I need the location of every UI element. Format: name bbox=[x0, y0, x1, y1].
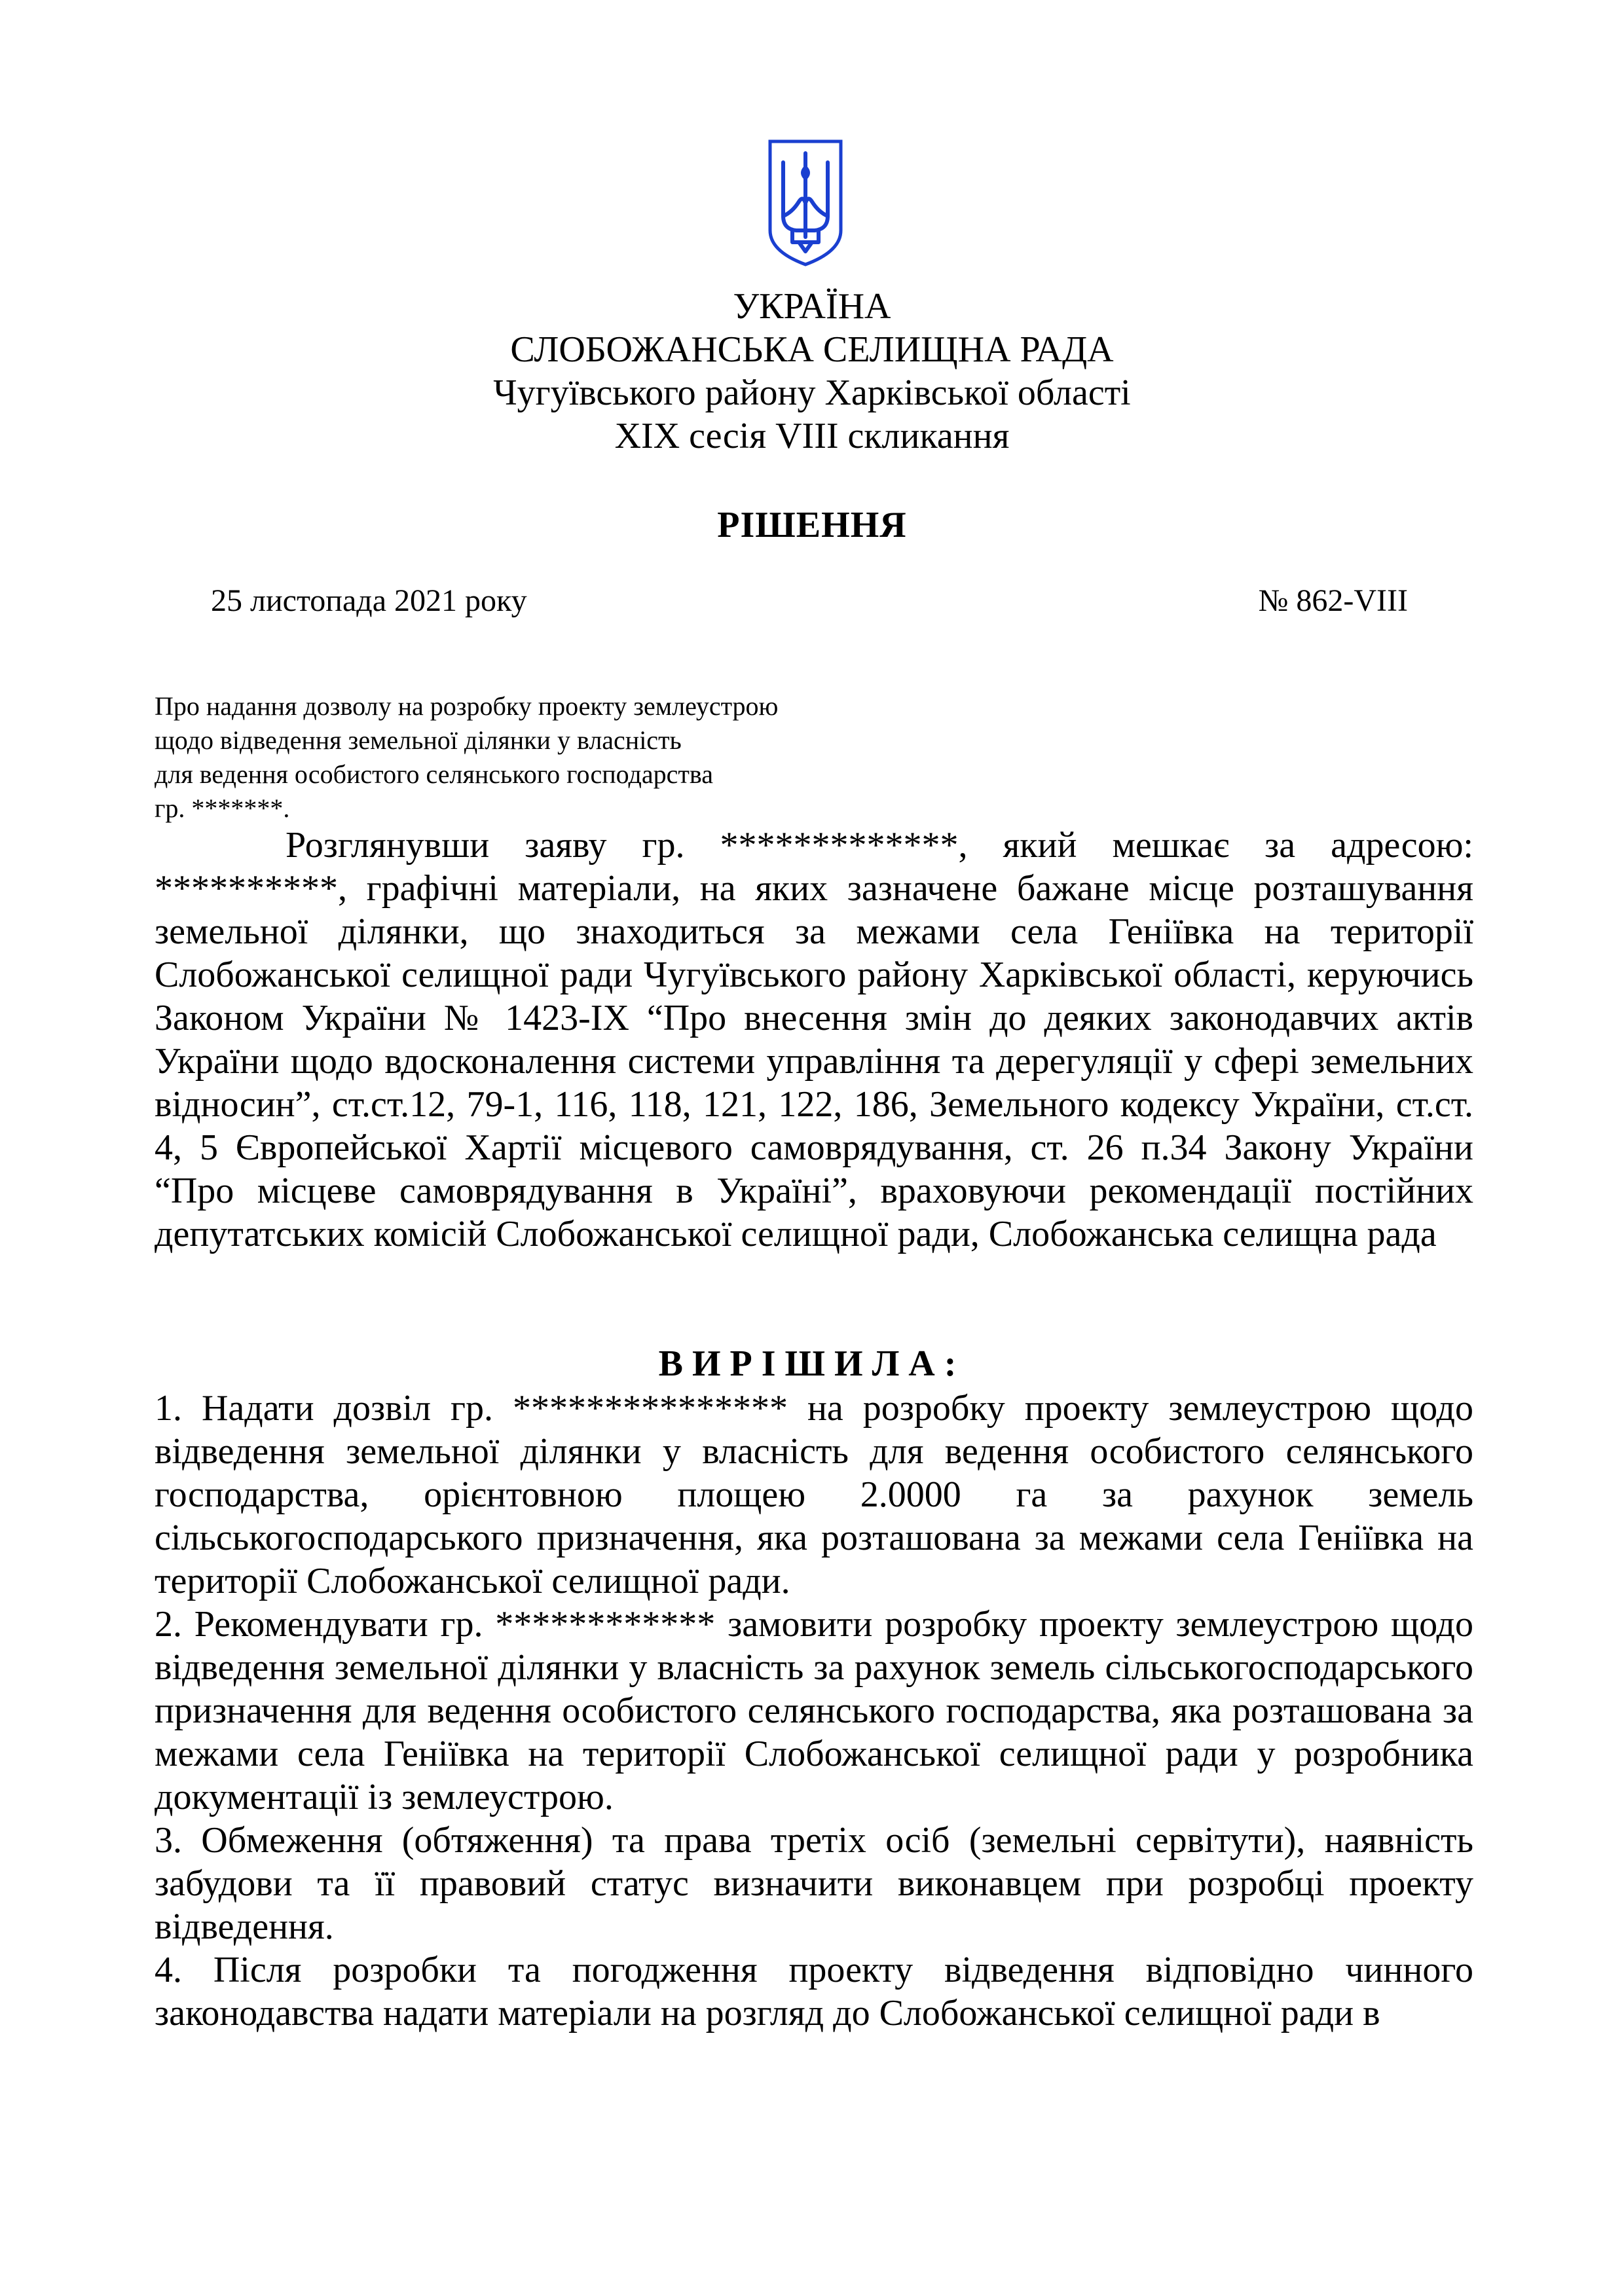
decision-subject bbox=[155, 689, 940, 826]
decision-date: 25 листопада 2021 року bbox=[211, 583, 527, 618]
header-country: УКРАЇНА bbox=[733, 286, 891, 327]
header-council: СЛОБОЖАНСЬКА СЕЛИЩНА РАДА bbox=[510, 329, 1114, 370]
document-title: РІШЕННЯ bbox=[717, 505, 907, 545]
coat-of-arms-icon bbox=[766, 139, 845, 267]
subject-line: гр. *******. bbox=[155, 793, 290, 823]
subject-line: для ведення особистого селянського господарства bbox=[155, 759, 713, 789]
decision-point-4: 4. Після розробки та погодження проекту відведення відповідно чинного законодавства надати матеріали на розгляд до Слобожанської селищної ради в bbox=[155, 1950, 1473, 2033]
subject-line: Про надання дозволу на розробку проекту землеустрою bbox=[155, 691, 779, 721]
decision-point-3: 3. Обмеження (обтяження) та права третіх осіб (земельні сервітути), наявність забудови та її правовий статус визначити виконавцем при розробці проекту відведення. bbox=[155, 1820, 1473, 1947]
header-district: Чугуївського району Харківської області bbox=[493, 373, 1131, 413]
decision-point-2: 2. Рекомендувати гр. ************ замовити розробку проекту землеустрою щодо відведення земельної ділянки у власність за рахунок земель сільськогосподарського призначення для ведення особистого селянського господарства, яка розташована за межами села Геніївка на території Слобожанської селищної ради у розробника документації із землеустрою. bbox=[155, 1604, 1473, 1817]
decision-number: № 862-VIII bbox=[1258, 583, 1408, 618]
subject-line: щодо відведення земельної ділянки у власність bbox=[155, 725, 682, 755]
decided-heading: ВИРІШИЛА: bbox=[658, 1343, 966, 1384]
preamble-paragraph: Розглянувши заяву гр. *************, який мешкає за адресою: **********, графічні матеріали, на яких зазначене бажане місце розташування земельної ділянки, що знаходиться за межами села Геніївка на території Слобожанської селищної ради Чугуївського району Харківської області, керуючись Законом України № 1423-IX “Про внесення змін до деяких законодавчих актів України щодо вдосконалення системи управління та дерегуляції у сфері земельних відносин”, ст.ст.12, 79-1, 116, 118, 121, 122, 186, Земельного кодексу України, ст.ст. 4, 5 Європейської Хартії місцевого самоврядування, ст. 26 п.34 Закону України “Про місцеве самоврядування в Україні”, враховуючи рекомендації постійних депутатських комісій Слобожанської селищної ради, Слобожанська селищна рада bbox=[155, 825, 1473, 1254]
decision-point-1: 1. Надати дозвіл гр. *************** на розробку проекту землеустрою щодо відведення земельної ділянки у власність для ведення особистого селянського господарства, орієнтовною площею 2.0000 га за рахунок земель сільськогосподарського призначення, яка розташована за межами села Геніївка на території Слобожанської селищної ради. bbox=[155, 1388, 1473, 1601]
header-session: XIX сесія VIII скликання bbox=[614, 416, 1010, 456]
